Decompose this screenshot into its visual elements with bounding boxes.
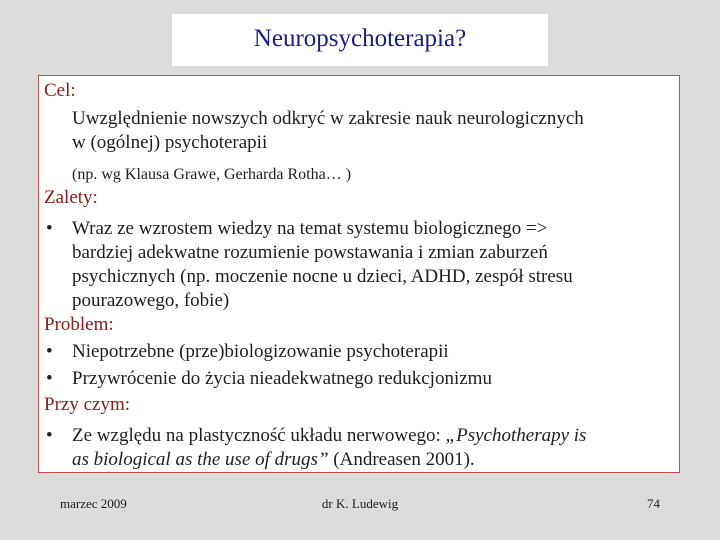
cel-note: (np. wg Klausa Grawe, Gerharda Rotha… ) [72, 166, 352, 183]
przy-czym-line-1-plain: Ze względu na plastyczność układu nerwowego: [72, 425, 446, 446]
zalety-bullet: • [46, 218, 53, 239]
zalety-line-2: bardziej adekwatne rozumienie powstawania i zmian zaburzeń [72, 242, 548, 263]
zalety-line-1: Wraz ze wzrostem wiedzy na temat systemu biologicznego => [72, 218, 548, 239]
przy-czym-line-2-plain: (Andreasen 2001). [328, 449, 475, 470]
problem-heading: Problem: [44, 314, 114, 335]
content-box [38, 75, 680, 473]
problem-bullet-1: • [46, 341, 53, 362]
slide-title: Neuropsychoterapia? [253, 25, 467, 52]
problem-item-2: Przywrócenie do życia nieadekwatnego redukcjonizmu [72, 368, 492, 389]
zalety-line-4: pourazowego, fobie) [72, 290, 230, 311]
problem-item-1: Niepotrzebne (prze)biologizowanie psychoterapii [72, 341, 449, 362]
przy-czym-line-2 [72, 449, 475, 471]
footer-author: dr K. Ludewig [321, 496, 399, 511]
cel-line-1: Uwzględnienie nowszych odkryć w zakresie nauk neurologicznych [72, 108, 584, 129]
footer-page-number: 74 [647, 496, 660, 511]
przy-czym-line-1-quote: „Psychotherapy is [445, 425, 587, 446]
cel-line-2: w (ogólnej) psychoterapii [72, 132, 268, 153]
footer-date: marzec 2009 [60, 496, 127, 511]
zalety-line-3: psychicznych (np. moczenie nocne u dzieci, ADHD, zespół stresu [72, 266, 573, 287]
przy-czym-line-1 [72, 425, 586, 447]
przy-czym-heading: Przy czym: [44, 394, 131, 415]
cel-heading: Cel: [44, 80, 76, 101]
przy-czym-bullet: • [46, 425, 53, 446]
zalety-heading: Zalety: [44, 187, 98, 208]
problem-bullet-2: • [46, 368, 53, 389]
przy-czym-line-2-quote: as biological as the use of drugs” [72, 449, 329, 470]
